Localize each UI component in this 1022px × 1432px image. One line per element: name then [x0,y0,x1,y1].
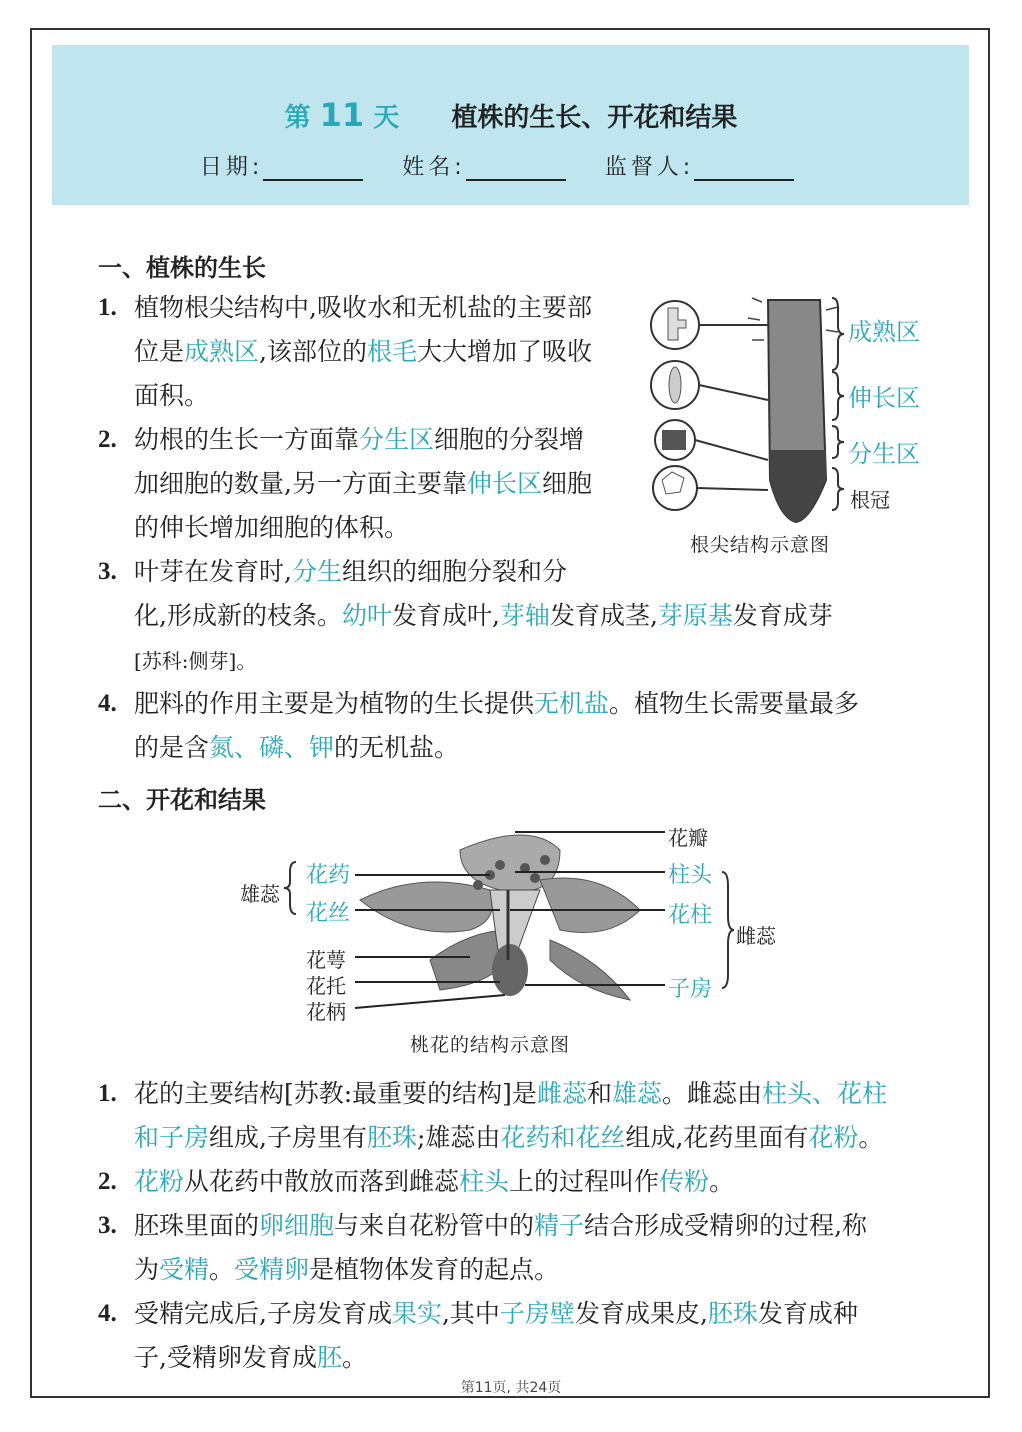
s1-item-4: 4. 肥料的作用主要是为植物的生长提供无机盐。植物生长需要量最多 的是含氮、磷、钾的无机盐。 [98,689,860,762]
label-elongation-zone: 伸长区 [848,384,920,412]
label-style: 花柱 [668,903,713,928]
lesson-title: 植株的生长、开花和结果 [451,103,738,133]
date-field[interactable] [263,157,363,181]
date-label: 日期: [199,155,264,180]
name-field[interactable] [466,157,566,181]
page-title [0,96,1022,134]
s1-item-2: 2. 幼根的生长一方面靠分生区细胞的分裂增 加细胞的数量,另一方面主要靠伸长区细胞 的伸长增加细胞的体积。 [98,425,592,542]
name-label: 姓名: [402,155,466,180]
day-prefix: 第 [284,103,311,133]
label-pistil: 雌蕊 [736,924,776,948]
label-stamen: 雄蕊 [240,882,280,906]
label-receptacle: 花托 [306,974,346,998]
label-filament: 花丝 [306,901,351,926]
label-meristem-zone: 分生区 [848,440,920,468]
s1-item-1: 1. 植物根尖结构中,吸收水和无机盐的主要部 位是成熟区,该部位的根毛大大增加了吸收 面积。 [98,293,593,410]
page-footer: 第11页, 共24页 [460,1380,562,1396]
label-maturation-zone: 成熟区 [848,318,920,346]
s2-item-4: 4. 受精完成后,子房发育成果实,其中子房壁发育成果皮,胚珠发育成种 子,受精卵发育成胚。 [98,1299,858,1372]
root-tip-caption: 根尖结构示意图 [690,534,831,556]
s2-item-2: 2. 花粉从花药中散放而落到雌蕊柱头上的过程叫作传粉。 [98,1167,735,1196]
section1-title: 一、植株的生长 [98,254,266,282]
label-petal: 花瓣 [668,826,708,850]
label-ovary: 子房 [668,977,713,1002]
s1-item-3: 3. 叶芽在发育时,分生组织的细胞分裂和分 化,形成新的枝条。幼叶发育成叶,芽轴发育成茎,芽原基发育成芽 [苏科:侧芽]。 [98,557,833,673]
label-pedicel: 花柄 [306,1000,346,1024]
label-root-cap: 根冠 [850,488,890,512]
label-sepal: 花萼 [306,948,346,972]
flower-caption: 桃花的结构示意图 [410,1034,571,1056]
day-number: 11 [319,96,365,134]
label-anther: 花药 [306,863,351,888]
day-suffix: 天 [373,103,400,133]
supervisor-field[interactable] [694,157,794,181]
supervisor-label: 监督人: [604,155,695,180]
meta-line [0,150,1022,181]
label-stigma: 柱头 [668,863,713,888]
s2-item-1: 1. 花的主要结构[苏教:最重要的结构]是雌蕊和雄蕊。雌蕊由柱头、花柱 和子房组成,子房里有胚珠;雄蕊由花药和花丝组成,花药里面有花粉。 [98,1079,888,1152]
section2-title: 二、开花和结果 [98,786,266,814]
s2-item-3: 3. 胚珠里面的卵细胞与来自花粉管中的精子结合形成受精卵的过程,称 为受精。受精卵是植物体发育的起点。 [98,1211,868,1284]
